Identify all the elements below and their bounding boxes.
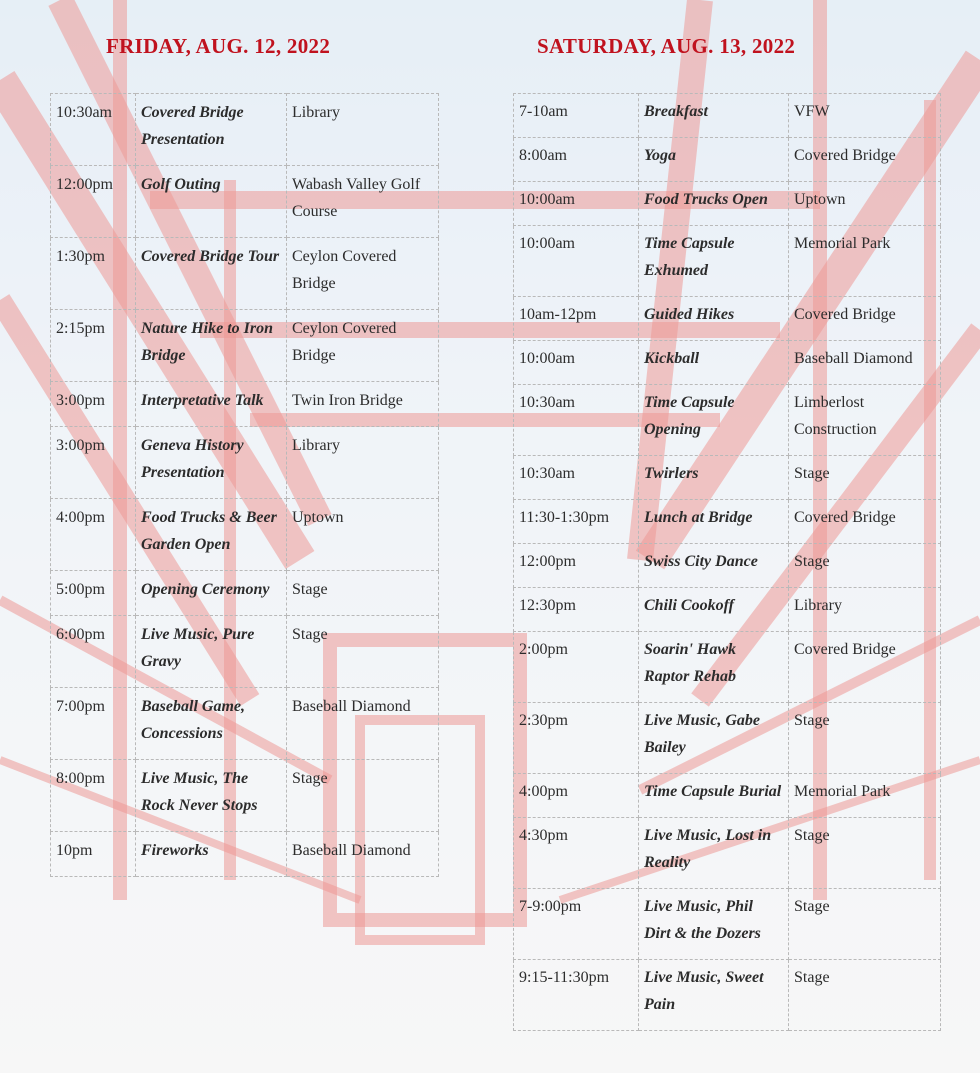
time-cell: 7-10am: [514, 94, 639, 138]
event-cell: Twirlers: [639, 456, 789, 500]
table-row: [51, 94, 439, 166]
location-cell: Ceylon Covered Bridge: [287, 310, 439, 382]
event-cell: Live Music, The Rock Never Stops: [136, 760, 287, 832]
event-cell: Covered Bridge Tour: [136, 238, 287, 310]
event-cell: Live Music, Phil Dirt & the Dozers: [639, 889, 789, 960]
table-row: [51, 688, 439, 760]
location-cell: VFW: [789, 94, 941, 138]
location-cell: Stage: [287, 616, 439, 688]
event-cell: Food Trucks Open: [639, 182, 789, 226]
table-row: [514, 385, 941, 456]
table-row: [514, 138, 941, 182]
time-cell: 7:00pm: [51, 688, 136, 760]
location-cell: Stage: [789, 544, 941, 588]
time-cell: 10am-12pm: [514, 297, 639, 341]
event-cell: Breakfast: [639, 94, 789, 138]
event-cell: Soarin' Hawk Raptor Rehab: [639, 632, 789, 703]
time-cell: 2:00pm: [514, 632, 639, 703]
table-row: [514, 297, 941, 341]
event-cell: Baseball Game, Concessions: [136, 688, 287, 760]
location-cell: Stage: [789, 960, 941, 1031]
table-row: [51, 166, 439, 238]
location-cell: Stage: [287, 571, 439, 616]
location-cell: Stage: [789, 456, 941, 500]
event-cell: Yoga: [639, 138, 789, 182]
table-row: [514, 632, 941, 703]
time-cell: 5:00pm: [51, 571, 136, 616]
location-cell: Limberlost Construction: [789, 385, 941, 456]
time-cell: 3:00pm: [51, 427, 136, 499]
location-cell: Memorial Park: [789, 226, 941, 297]
time-cell: 10:00am: [514, 226, 639, 297]
location-cell: Covered Bridge: [789, 297, 941, 341]
time-cell: 6:00pm: [51, 616, 136, 688]
time-cell: 10:00am: [514, 341, 639, 385]
time-cell: 4:30pm: [514, 818, 639, 889]
event-cell: Opening Ceremony: [136, 571, 287, 616]
time-cell: 12:00pm: [514, 544, 639, 588]
table-row: [514, 774, 941, 818]
location-cell: Covered Bridge: [789, 632, 941, 703]
table-row: [514, 341, 941, 385]
time-cell: 8:00am: [514, 138, 639, 182]
time-cell: 10:30am: [51, 94, 136, 166]
table-row: [514, 500, 941, 544]
table-row: [51, 310, 439, 382]
time-cell: 12:00pm: [51, 166, 136, 238]
event-cell: Interpretative Talk: [136, 382, 287, 427]
time-cell: 2:30pm: [514, 703, 639, 774]
time-cell: 4:00pm: [51, 499, 136, 571]
event-cell: Fireworks: [136, 832, 287, 877]
time-cell: 10:30am: [514, 456, 639, 500]
table-row: [514, 544, 941, 588]
event-cell: Live Music, Sweet Pain: [639, 960, 789, 1031]
table-row: [514, 226, 941, 297]
time-cell: 10:30am: [514, 385, 639, 456]
location-cell: Stage: [789, 818, 941, 889]
table-row: [514, 182, 941, 226]
time-cell: 8:00pm: [51, 760, 136, 832]
location-cell: Library: [287, 94, 439, 166]
friday-heading: FRIDAY, AUG. 12, 2022: [106, 34, 331, 58]
location-cell: Uptown: [287, 499, 439, 571]
table-row: [51, 571, 439, 616]
location-cell: Uptown: [789, 182, 941, 226]
event-cell: Food Trucks & Beer Garden Open: [136, 499, 287, 571]
event-cell: Covered Bridge Presentation: [136, 94, 287, 166]
event-cell: Time Capsule Exhumed: [639, 226, 789, 297]
location-cell: Stage: [789, 703, 941, 774]
table-row: [514, 703, 941, 774]
event-cell: Live Music, Gabe Bailey: [639, 703, 789, 774]
location-cell: Library: [287, 427, 439, 499]
location-cell: Baseball Diamond: [287, 688, 439, 760]
event-cell: Swiss City Dance: [639, 544, 789, 588]
table-row: [51, 382, 439, 427]
location-cell: Stage: [287, 760, 439, 832]
event-cell: Golf Outing: [136, 166, 287, 238]
location-cell: Baseball Diamond: [789, 341, 941, 385]
location-cell: Library: [789, 588, 941, 632]
table-row: [51, 238, 439, 310]
table-row: [51, 499, 439, 571]
location-cell: Ceylon Covered Bridge: [287, 238, 439, 310]
time-cell: 4:00pm: [514, 774, 639, 818]
saturday-schedule-table: [513, 93, 941, 1031]
location-cell: Wabash Valley Golf Course: [287, 166, 439, 238]
event-cell: Geneva History Presentation: [136, 427, 287, 499]
event-cell: Time Capsule Opening: [639, 385, 789, 456]
event-cell: Guided Hikes: [639, 297, 789, 341]
time-cell: 1:30pm: [51, 238, 136, 310]
table-row: [514, 818, 941, 889]
event-cell: Time Capsule Burial: [639, 774, 789, 818]
time-cell: 9:15-11:30pm: [514, 960, 639, 1031]
time-cell: 11:30-1:30pm: [514, 500, 639, 544]
table-row: [51, 427, 439, 499]
table-row: [51, 760, 439, 832]
time-cell: 2:15pm: [51, 310, 136, 382]
location-cell: Covered Bridge: [789, 500, 941, 544]
table-row: [514, 960, 941, 1031]
table-row: [514, 588, 941, 632]
event-cell: Lunch at Bridge: [639, 500, 789, 544]
event-cell: Chili Cookoff: [639, 588, 789, 632]
table-row: [51, 616, 439, 688]
event-cell: Nature Hike to Iron Bridge: [136, 310, 287, 382]
location-cell: Baseball Diamond: [287, 832, 439, 877]
time-cell: 7-9:00pm: [514, 889, 639, 960]
location-cell: Covered Bridge: [789, 138, 941, 182]
event-cell: Live Music, Pure Gravy: [136, 616, 287, 688]
saturday-heading: SATURDAY, AUG. 13, 2022: [537, 34, 796, 58]
table-row: [514, 456, 941, 500]
location-cell: Stage: [789, 889, 941, 960]
table-row: [514, 94, 941, 138]
time-cell: 10:00am: [514, 182, 639, 226]
location-cell: Twin Iron Bridge: [287, 382, 439, 427]
table-row: [514, 889, 941, 960]
table-row: [51, 832, 439, 877]
time-cell: 3:00pm: [51, 382, 136, 427]
time-cell: 12:30pm: [514, 588, 639, 632]
event-cell: Live Music, Lost in Reality: [639, 818, 789, 889]
time-cell: 10pm: [51, 832, 136, 877]
event-cell: Kickball: [639, 341, 789, 385]
friday-schedule-table: [50, 93, 439, 877]
location-cell: Memorial Park: [789, 774, 941, 818]
